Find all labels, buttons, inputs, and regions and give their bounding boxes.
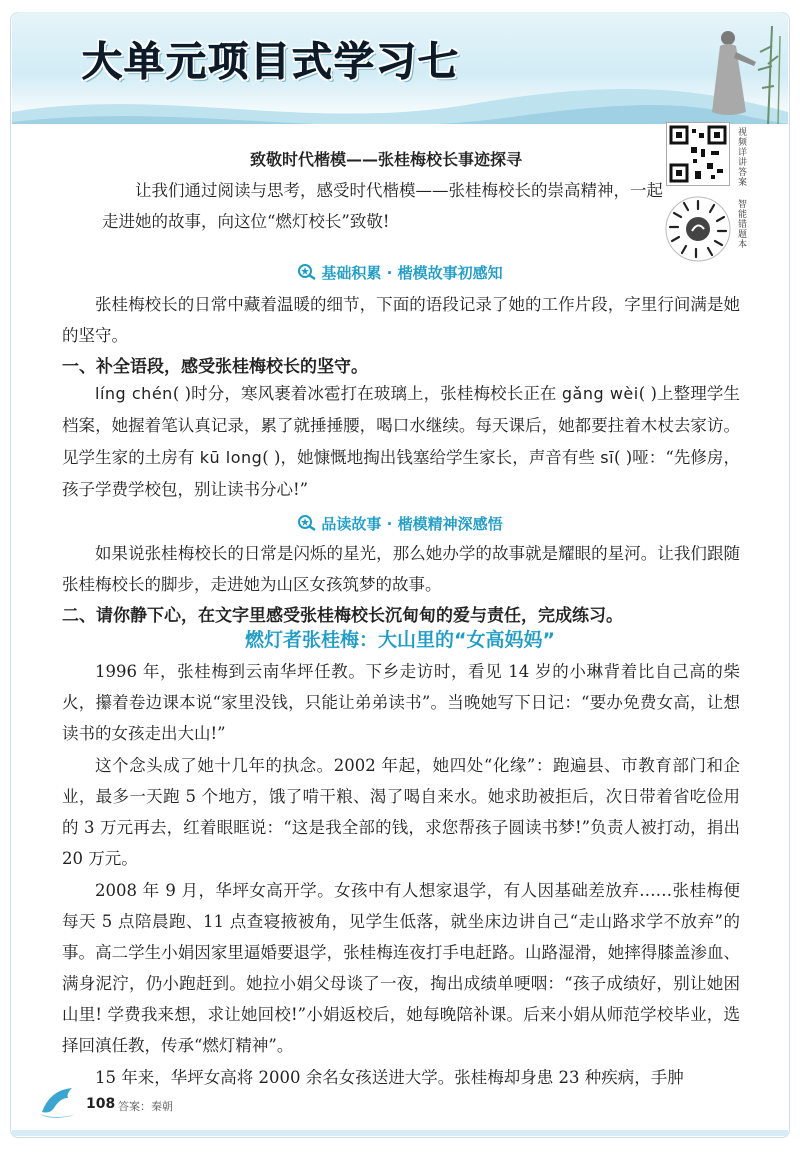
section-heading-basic xyxy=(0,262,800,283)
page-number: 108 xyxy=(86,1096,116,1112)
section-heading-reading xyxy=(0,513,800,534)
footer-brand: 答案：秦朝 xyxy=(118,1100,173,1113)
pinyin-kulong: kū long xyxy=(199,448,263,467)
section-heading-reading-label: 品读故事 · 楷模精神深感悟 xyxy=(321,515,503,533)
qr-code-video[interactable] xyxy=(666,122,730,186)
section2-intro: 如果说张桂梅校长的日常是闪烁的星光，那么她办学的故事就是耀眼的星河。让我们跟随张桂梅校长的脚步，走进她为山区女孩筑梦的故事。 xyxy=(62,544,740,594)
pinyin-gangwei: gǎng wèi xyxy=(561,384,639,403)
pinyin-si: sī xyxy=(600,448,615,467)
article-title: 致敬时代楷模——张桂梅校长事迹探寻 xyxy=(250,150,523,169)
article-intro: 让我们通过阅读与思考，感受时代楷模——张桂梅校长的崇高精神，一起走进她的故事，向这位“燃灯校长”致敬! xyxy=(102,181,663,231)
passage-text-2: ( )上整理学生档案，她握着笔认真记录，累了就捶捶腰，喝口水继续。每天课后，她都要拄着木杖去家访。见学生家的土房有 xyxy=(62,384,740,467)
fill-blank-passage xyxy=(62,378,740,506)
page-title: 大单元项目式学习七 xyxy=(82,39,460,85)
magnifier-star-icon xyxy=(297,264,319,280)
header-wave-decoration xyxy=(12,82,788,124)
dolphin-icon xyxy=(36,1082,86,1122)
scholar-figure-icon xyxy=(698,22,768,122)
story-paragraph-3: 2008 年 9 月，华坪女高开学。女孩中有人想家退学，有人因基础差放弃……张桂梅便每天 5 点陪晨跑、11 点查寝掖被角，见学生低落，就坐床边讲自己“走山路求学不放弃”的事。高二学生小娟因家里逼婚要退学，张桂梅连夜打手电赶路。山路湿滑，她摔得膝盖渗血、满身泥泞，仍小跑赶到。她拉小娟父母谈了一夜，掏出成绩单哽咽：“孩子成绩好，别让她困山里! 学费我来想，求让她回校!”小娟返校后，她每晚陪补课。后来小娟从师范学校毕业，选择回滇任教，传承“燃灯精神”。 xyxy=(62,881,740,1055)
question-1-heading: 一、补全语段，感受张桂梅校长的坚守。 xyxy=(62,357,368,377)
qr-label-mistakes: 智能错题本 xyxy=(738,200,748,250)
section1-intro: 张桂梅校长的日常中藏着温暖的细节，下面的语段记录了她的工作片段，字里行间满是她的坚守。 xyxy=(62,295,740,345)
story-paragraph-4: 15 年来，华坪女高将 2000 余名女孩送进大学。张桂梅却身患 23 种疾病，手肿 xyxy=(95,1068,684,1087)
footer-stripe xyxy=(12,1130,788,1136)
question-2-heading: 二、请你静下心，在文字里感受张桂梅校长沉甸甸的爱与责任，完成练习。 xyxy=(62,606,623,626)
section-heading-basic-label: 基础积累 · 楷模故事初感知 xyxy=(321,264,503,282)
passage-text-4: ( )哑：“先修房，孩子学费学校包，别让读书分心!” xyxy=(62,448,740,499)
pinyin-lingchen: líng chén xyxy=(95,384,173,403)
story-paragraph-2: 这个念头成了她十几年的执念。2002 年起，她四处“化缘”：跑遍县、市教育部门和企业，最多一天跑 5 个地方，饿了啃干粮、渴了喝自来水。她求助被拒后，次日带着省吃俭用的 3 万元再去，红着眼眶说：“这是我全部的钱，求您帮孩子圆读书梦!”负责人被打动，捐出 20 万元。 xyxy=(62,756,740,868)
qr-code-icon xyxy=(667,123,729,185)
passage-text-1: ( )时分，寒风裹着冰雹打在玻璃上，张桂梅校长正在 xyxy=(172,384,562,403)
passage-text-3: ( )，她慷慨地掏出钱塞给学生家长，声音有些 xyxy=(262,448,601,467)
story-paragraph-1: 1996 年，张桂梅到云南华坪任教。下乡走访时，看见 14 岁的小琳背着比自己高的柴火，攥着卷边课本说“家里没钱，只能让弟弟读书”。当晚她写下日记：“要办免费女高，让想读书的女孩走出大山!” xyxy=(62,662,740,743)
qr-label-video: 视频详讲答案 xyxy=(738,128,748,188)
magnifier-star-icon xyxy=(297,515,319,531)
mini-program-code-icon[interactable] xyxy=(664,195,732,263)
story-title: 燃灯者张桂梅：大山里的“女高妈妈” xyxy=(245,629,555,651)
